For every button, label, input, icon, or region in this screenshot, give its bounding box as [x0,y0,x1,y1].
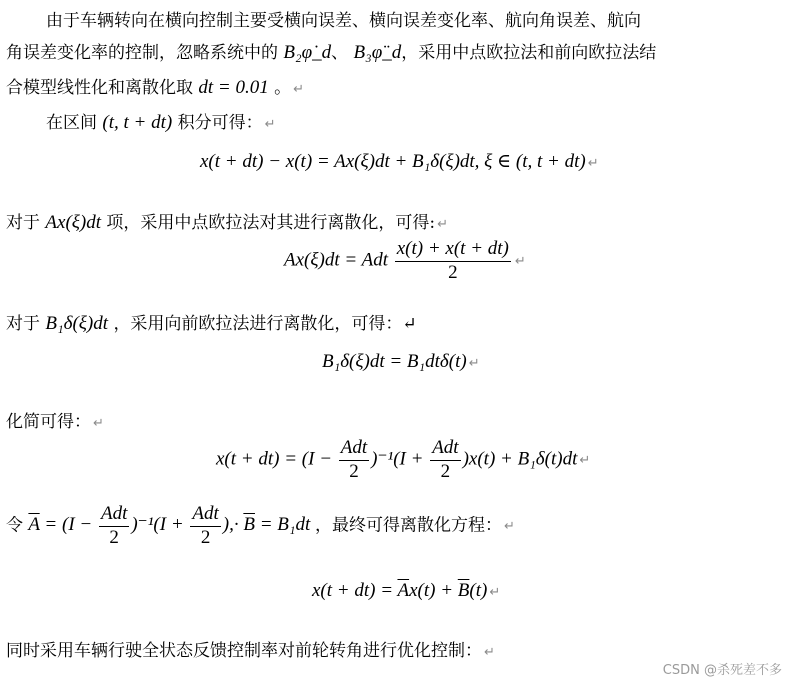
equation-2-lhs: Ax(ξ)dt = Adt [284,249,388,271]
equation-1 [200,151,599,175]
equation-4 [216,437,590,483]
let-suffix: ，最终可得离散化方程： [315,515,503,536]
equation-4-num1: Adt [339,437,369,461]
equation-2-numerator: x(t) + x(t + dt) [395,238,511,262]
simplify-text: 化简可得： [6,412,91,432]
term-b3-phi-ddot: B₃φ̈_d [353,42,402,63]
equation-5-b-bar: $\overline{B}$ [457,580,470,601]
dt-expression: dt = 0.01 [198,77,269,98]
ax-suffix: 项，采用中点欧拉法对其进行离散化，可得: [106,213,436,233]
equation-4-den2: 2 [440,461,451,482]
let-part2: )⁻¹(I + [131,514,184,536]
equation-5 [312,580,500,604]
paragraph1-line3 [6,77,304,101]
b1-term: B₁δ(ξ)dt [45,313,109,334]
ax-prefix: 对于 [6,213,40,233]
paragraph-mark: ↵ [587,156,599,171]
term-b2-phi-dot: B₂φ̇_d [283,42,332,63]
paragraph1-line2-a: 角误差变化率的控制，忽略系统中的 [6,43,278,63]
paragraph1-line3-a: 合模型线性化和离散化取 [6,78,193,98]
separator: 、 [331,43,349,63]
paragraph1-line2-b: ，采用中点欧拉法和前向欧拉法结 [401,43,657,63]
paragraph-mark: ↵ [93,416,104,431]
equation-4-num2: Adt [430,437,460,461]
paragraph-mark: ↵ [293,82,305,97]
equation-4-den1: 2 [349,461,359,482]
last-line [6,640,495,664]
let-part1: = (I − [44,514,93,536]
a-bar: $\overline{A}$ [28,514,40,536]
equation-4-fraction-1 [339,437,369,483]
let-line [6,503,515,549]
ax-line [6,212,448,236]
last-line-text: 同时采用车辆行驶全状态反馈控制率对前轮转角进行优化控制： [6,641,482,661]
b1-line [6,313,417,335]
equation-2 [284,238,526,284]
let-num1: Adt [99,503,129,527]
paragraph1-line1 [46,10,641,32]
paragraph-mark: ↵ [264,117,276,132]
ax-term: Ax(ξ)dt [45,212,102,233]
paragraph-mark: ↵ [484,645,495,660]
equation-4-fraction-2 [430,437,460,483]
equation-4-part2: )⁻¹(I + [371,448,424,470]
equation-2-denominator: 2 [448,262,458,283]
equation-1-text: x(t + dt) − x(t) = Ax(ξ)dt + B₁δ(ξ)dt, ξ ∈ (t, t + dt) [200,151,586,172]
interval-suffix: 积分可得： [177,113,263,133]
let-prefix: 令 [6,515,23,536]
paragraph-mark: ↵ [504,519,515,535]
equation-4-part3: )x(t) + B₁δ(t)dt [462,448,578,470]
paragraph-mark: ↵ [579,453,591,469]
equation-4-part1: x(t + dt) = (I − [216,448,333,470]
equation-3-text: B₁δ(ξ)dt = B₁dtδ(t) [322,351,467,372]
let-math [28,503,315,548]
paragraph1-line1-text: 由于车辆转向在横向控制主要受横向误差、横向误差变化率、航向角误差、航向 [46,11,641,31]
let-num2: Adt [190,503,220,527]
paragraph-mark: ↵ [489,585,501,600]
let-part4: = B₁dt [259,514,311,536]
equation-5-mid: x(t) + [409,580,454,601]
let-part3: ),· [222,514,239,536]
b-bar: $\overline{B}$ [243,514,255,536]
simplify-line [6,411,104,435]
interval-expression: (t, t + dt) [102,112,173,133]
interval-line [46,112,276,136]
b1-suffix: ，采用向前欧拉法进行离散化，可得：↵ [113,314,417,334]
equation-5-lhs: x(t + dt) = [312,580,394,601]
paragraph-mark: ↵ [437,217,449,232]
paragraph-mark: ↵ [514,254,526,270]
equation-5-end: (t) [469,580,488,601]
paragraph1-line2 [6,42,656,64]
b1-prefix: 对于 [6,314,40,334]
equation-5-a-bar: $\overline{A}$ [397,580,410,601]
equation-2-fraction [395,238,511,284]
let-den1: 2 [109,527,119,548]
let-fraction-1 [99,503,129,549]
interval-prefix: 在区间 [46,113,97,133]
equation-3 [322,351,480,375]
csdn-watermark: CSDN @杀死差不多 [662,663,782,678]
paragraph1-line3-b: 。 [274,78,292,98]
let-fraction-2 [190,503,220,549]
let-den2: 2 [200,527,211,548]
paragraph-mark: ↵ [468,356,480,371]
